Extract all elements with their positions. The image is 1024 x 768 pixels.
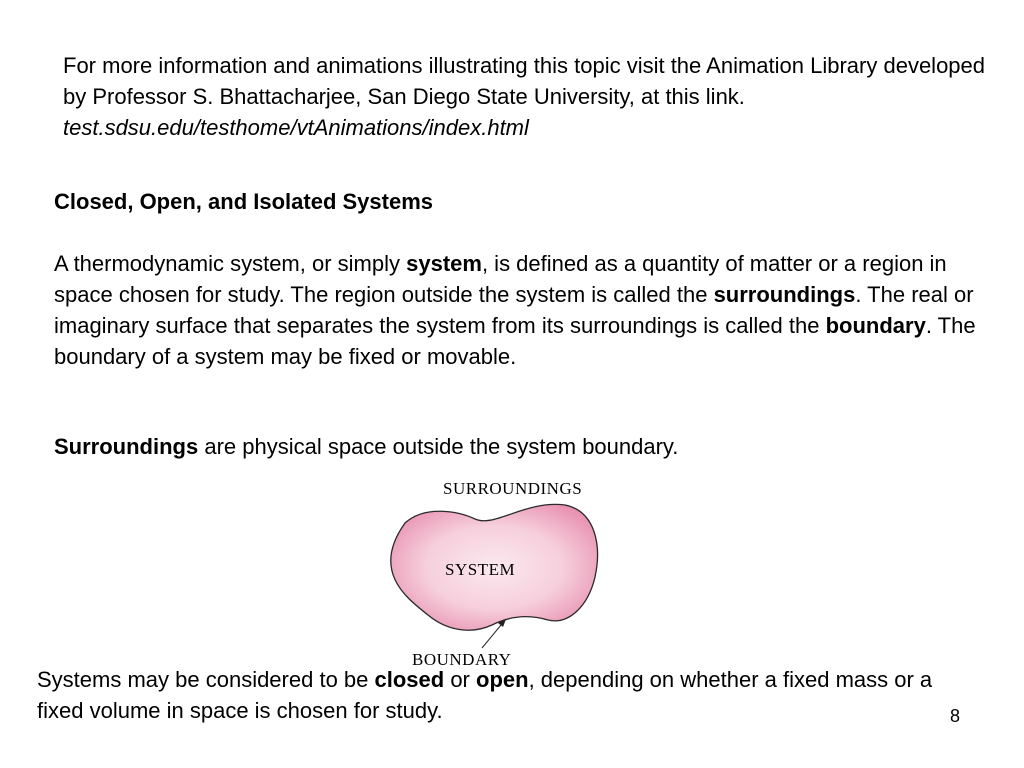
definition-text-3: . The real or imaginary surface that separates the system from its surroundings is called the xyxy=(54,282,974,338)
system-boundary-diagram xyxy=(370,475,630,675)
boundary-label: BOUNDARY xyxy=(412,650,512,669)
page-number: 8 xyxy=(950,706,961,726)
section-heading: Closed, Open, and Isolated Systems xyxy=(54,189,433,214)
closing-text-1: Systems may be considered to be xyxy=(37,667,375,692)
system-label: SYSTEM xyxy=(445,560,516,579)
definition-text-4: . The boundary of a system may be fixed or movable. xyxy=(54,313,976,369)
term-system: system xyxy=(406,251,482,276)
surroundings-definition xyxy=(54,431,1009,462)
system-definition-paragraph xyxy=(54,248,1009,372)
surroundings-label: SURROUNDINGS xyxy=(443,479,583,498)
term-closed: closed xyxy=(374,667,445,692)
intro-paragraph xyxy=(63,50,1008,143)
term-open: open xyxy=(476,667,529,692)
definition-text-2: , is defined as a quantity of matter or a region in space chosen for study. The region outside the system is called the xyxy=(54,251,947,307)
term-surroundings: surroundings xyxy=(713,282,856,307)
animation-library-link[interactable]: test.sdsu.edu/testhome/vtAnimations/index.html xyxy=(63,115,529,140)
surroundings-definition-text: are physical space outside the system boundary. xyxy=(198,434,679,459)
term-surroundings-bold: Surroundings xyxy=(54,434,199,459)
intro-text: For more information and animations illustrating this topic visit the Animation Library developed by Professor S. Bhattacharjee, San Diego State University, at this link. xyxy=(63,53,986,109)
definition-text-1: A thermodynamic system, or simply xyxy=(54,251,407,276)
closing-paragraph xyxy=(37,664,982,726)
term-boundary: boundary xyxy=(825,313,926,338)
closing-text-3: , depending on whether a fixed mass or a fixed volume in space is chosen for study. xyxy=(37,667,933,723)
closing-text-2: or xyxy=(444,667,476,692)
